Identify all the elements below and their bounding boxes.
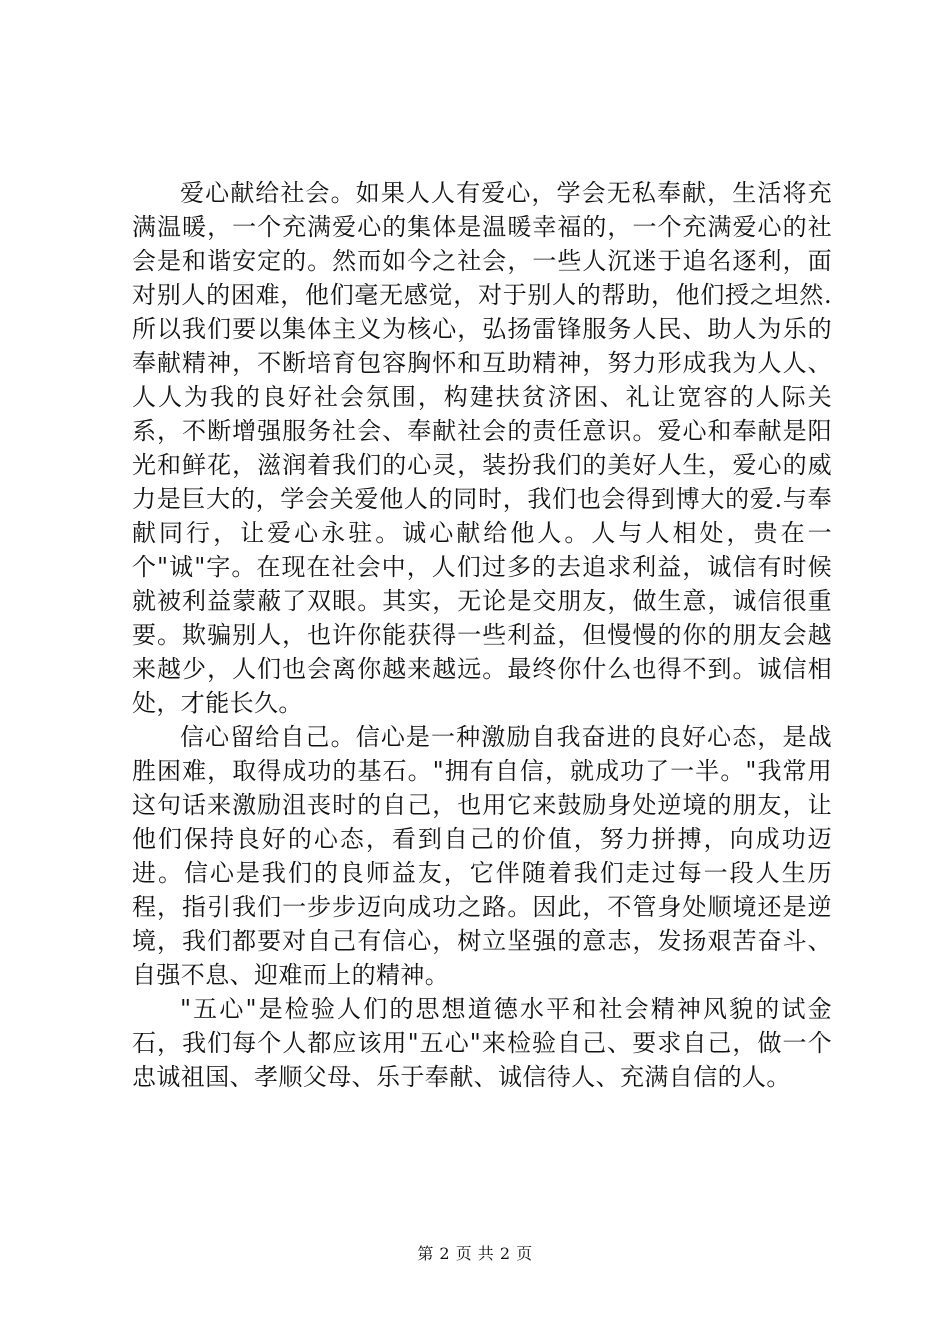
paragraph-love: 爱心献给社会。如果人人有爱心，学会无私奉献，生活将充满温暖，一个充满爱心的集体是温暖幸福的，一个充满爱心的社会是和谐安定的。然而如今之社会，一些人沉迷于追名逐利，面对别人的困难，他们毫无感觉，对于别人的帮助，他们授之坦然.所以我们要以集体主义为核心，弘扬雷锋服务人民、助人为乐的奉献精神，不断培育包容胸怀和互助精神，努力形成我为人人、人人为我的良好社会氛围，构建扶贫济困、礼让宽容的人际关系，不断增强服务社会、奉献社会的责任意识。爱心和奉献是阳光和鲜花，滋润着我们的心灵，装扮我们的美好人生，爱心的威力是巨大的，学会关爱他人的同时，我们也会得到博大的爱.与奉献同行，让爱心永驻。诚心献给他人。人与人相处，贵在一个"诚"字。在现在社会中，人们过多的去追求利益，诚信有时候就被利益蒙蔽了双眼。其实，无论是交朋友，做生意，诚信很重要。欺骗别人，也许你能获得一些利益，但慢慢的你的朋友会越来越少，人们也会离你越来越远。最终你什么也得不到。诚信相处，才能长久。 — [132, 179, 832, 717]
paragraph-conclusion: "五心"是检验人们的思想道德水平和社会精神风貌的试金石，我们每个人都应该用"五心"来检验自己、要求自己，做一个忠诚祖国、孝顺父母、乐于奉献、诚信待人、充满自信的人。 — [132, 995, 832, 1091]
document-body — [132, 176, 832, 1094]
paragraph-confidence: 信心留给自己。信心是一种激励自我奋进的良好心态，是战胜困难，取得成功的基石。"拥有自信，就成功了一半。"我常用这句话来激励沮丧时的自己，也用它来鼓励身处逆境的朋友，让他们保持良好的心态，看到自己的价值，努力拼搏，向成功迈进。信心是我们的良师益友，它伴随着我们走过每一段人生历程，指引我们一步步迈向成功之路。因此，不管身处顺境还是逆境，我们都要对自己有信心，树立坚强的意志，发扬艰苦奋斗、自强不息、迎难而上的精神。 — [132, 723, 832, 989]
page-number-footer: 第 2 页 共 2 页 — [417, 1244, 533, 1263]
